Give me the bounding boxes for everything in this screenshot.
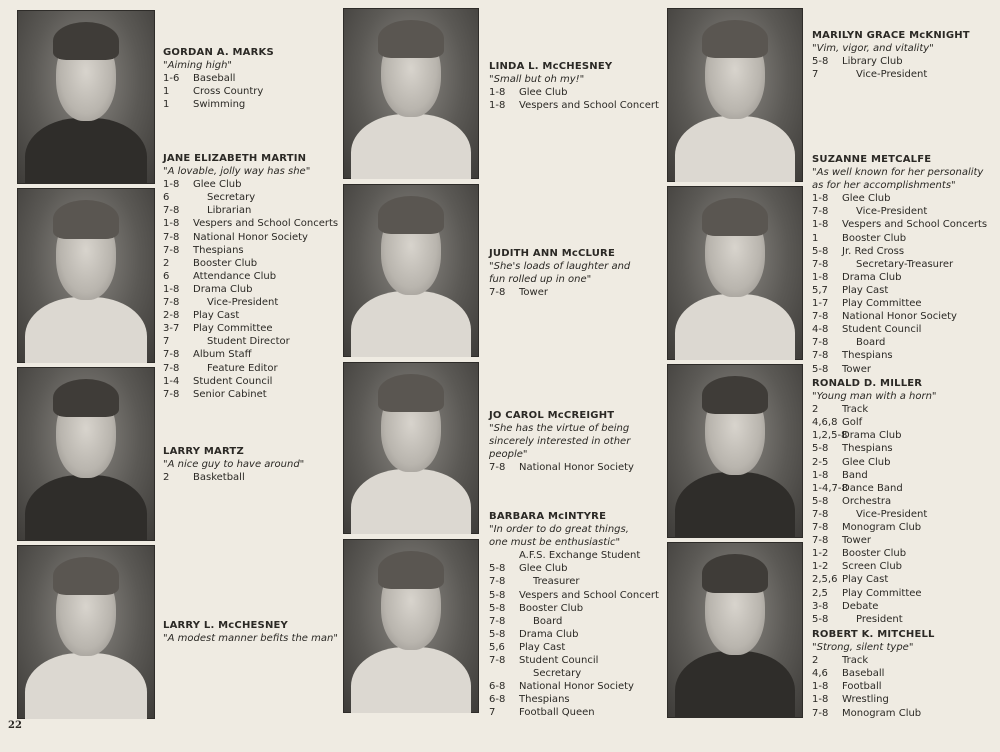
photo-marilyn (667, 8, 803, 182)
activity-title: Vespers and School Concert (519, 100, 659, 112)
activity-row (812, 429, 937, 442)
activity-row (812, 482, 937, 495)
activity-years: 7-8 (489, 655, 506, 667)
activity-row (163, 244, 338, 257)
photo-ronald (667, 364, 803, 538)
activity-title: Secretary (533, 668, 582, 680)
activity-title: Glee Club (193, 179, 242, 191)
activity-years: 7-8 (489, 287, 506, 299)
activity-title: Drama Club (193, 283, 253, 295)
activity-years: 1,2,5-8 (812, 430, 848, 442)
activity-title: Orchestra (842, 495, 892, 507)
activity-years: 1-8 (812, 219, 829, 231)
photo-judith (343, 184, 479, 357)
entry-marilyn (812, 29, 970, 81)
activity-row (812, 55, 970, 68)
activity-title: Debate (842, 600, 879, 612)
entry-larry-mcchesney (163, 619, 338, 645)
activity-row (812, 403, 937, 416)
activity-row (163, 388, 338, 401)
activity-row (489, 562, 659, 575)
student-quote: "A modest manner befits the man" (163, 633, 338, 645)
student-quote: "Small but oh my!" (489, 74, 585, 86)
activity-row (489, 615, 659, 628)
activity-row (163, 348, 338, 361)
activity-title: Track (842, 404, 869, 416)
activity-title: Treasurer (533, 576, 580, 588)
activity-row (163, 204, 338, 217)
activity-title: Student Council (519, 655, 599, 667)
activity-title: Monogram Club (842, 707, 922, 719)
activity-row (489, 628, 659, 641)
activity-years: 7-8 (812, 350, 829, 362)
student-name: LARRY L. McCHESNEY (163, 620, 289, 631)
activity-row (812, 442, 937, 455)
activity-title: Play Cast (519, 641, 566, 653)
activity-row (489, 589, 659, 602)
page-number: 22 (8, 720, 22, 731)
activity-row (812, 68, 970, 81)
student-quote: "Aiming high" (163, 60, 233, 72)
activity-title: Thespians (193, 244, 244, 256)
photo-jane (17, 188, 155, 363)
entry-jo-carol (489, 409, 634, 474)
activity-title: National Honor Society (842, 311, 957, 323)
activity-row (812, 284, 987, 297)
activity-years: 2 (163, 257, 170, 269)
activity-years: 5-8 (489, 628, 506, 640)
activity-years: 5-8 (812, 56, 829, 68)
activity-years: 6 (163, 270, 170, 282)
photo-jo-carol (343, 362, 479, 534)
activity-years: 1-8 (812, 694, 829, 706)
activity-years: 7 (163, 336, 170, 348)
activity-row (163, 362, 338, 375)
activity-years: 1-8 (812, 469, 829, 481)
entry-linda (489, 60, 659, 112)
activity-title: Cross Country (193, 86, 264, 98)
activity-title: Football Queen (519, 707, 595, 719)
activity-years: 5-8 (489, 563, 506, 575)
activity-title: Board (533, 615, 563, 627)
activity-years: 1 (163, 86, 170, 98)
student-quote: fun rolled up in one" (489, 274, 592, 286)
activity-row (812, 297, 987, 310)
photo-larry-martz (17, 367, 155, 541)
activity-years: 5-8 (812, 245, 829, 257)
activity-row (812, 232, 987, 245)
activity-row (812, 271, 987, 284)
activity-row (163, 270, 338, 283)
activity-title: Play Cast (842, 574, 889, 586)
activity-row (812, 495, 937, 508)
activity-row (489, 549, 659, 562)
activity-title: Thespians (519, 694, 570, 706)
activity-years: 5-8 (812, 443, 829, 455)
activity-years: 7-8 (812, 707, 829, 719)
activity-years: 1 (812, 232, 819, 244)
activity-years: 7-8 (163, 244, 180, 256)
activity-row (489, 602, 659, 615)
activity-years: 7-8 (163, 231, 180, 243)
activity-title: Glee Club (519, 87, 568, 99)
activity-years: 5-8 (812, 495, 829, 507)
entry-larry-martz (163, 445, 304, 484)
activity-title: Glee Club (842, 456, 891, 468)
student-name: SUZANNE METCALFE (812, 154, 932, 165)
activity-years: 4-8 (812, 324, 829, 336)
activity-years: 1-8 (489, 100, 506, 112)
activity-years: 7-8 (812, 206, 829, 218)
activity-years: 7-8 (489, 462, 506, 474)
student-quote: "A nice guy to have around" (163, 459, 305, 471)
activity-years: 7-8 (812, 522, 829, 534)
activity-title: Booster Club (842, 232, 907, 244)
activity-years: 7-8 (163, 349, 180, 361)
activity-title: Vespers and School Concert (519, 589, 659, 601)
activity-years: 1-8 (812, 681, 829, 693)
activity-title: Baseball (193, 73, 236, 85)
student-name: RONALD D. MILLER (812, 378, 923, 389)
activity-title: Dance Band (842, 482, 903, 494)
student-name: JUDITH ANN McCLURE (489, 248, 615, 259)
activity-row (812, 587, 937, 600)
activity-years: 4,6 (812, 668, 828, 680)
photo-robert (667, 542, 803, 718)
activity-title: Board (856, 337, 886, 349)
activity-years: 1-8 (489, 87, 506, 99)
photo-gordan (17, 10, 155, 184)
activity-row (163, 335, 338, 348)
activity-title: National Honor Society (519, 681, 634, 693)
activity-years: 1-2 (812, 548, 829, 560)
activity-title: Glee Club (519, 563, 568, 575)
activity-row (812, 560, 937, 573)
activity-title: Senior Cabinet (193, 388, 267, 400)
activity-title: Wrestling (842, 694, 889, 706)
activity-years: 5,6 (489, 641, 505, 653)
activity-title: Vice-President (207, 297, 279, 309)
activity-years: 1-8 (163, 218, 180, 230)
activity-title: Feature Editor (207, 362, 278, 374)
activity-row (489, 99, 659, 112)
activity-row (812, 508, 937, 521)
activity-row (812, 416, 937, 429)
activity-row (163, 375, 338, 388)
activity-row (812, 218, 987, 231)
activity-title: Golf (842, 417, 863, 429)
student-quote: people" (489, 449, 528, 461)
student-quote: "Young man with a horn" (812, 391, 937, 403)
activity-title: Thespians (842, 443, 893, 455)
activity-years: 7 (812, 69, 819, 81)
activity-years (489, 549, 519, 562)
activity-years: 6-8 (489, 694, 506, 706)
photo-linda (343, 8, 479, 179)
student-quote: "As well known for her personality (812, 167, 984, 179)
activity-years: 7-8 (812, 508, 829, 520)
activity-title: Track (842, 655, 869, 667)
activity-years: 7-8 (163, 205, 180, 217)
activity-years: 4,6,8 (812, 417, 838, 429)
activity-title: Library Club (842, 56, 903, 68)
activity-row (812, 349, 987, 362)
activity-title: A.F.S. Exchange Student (519, 550, 641, 562)
activity-title: Booster Club (193, 257, 258, 269)
activity-row (163, 257, 338, 270)
activity-title: Vespers and School Concerts (842, 219, 988, 231)
student-quote: "A lovable, jolly way has she" (163, 166, 311, 178)
activity-title: Vice-President (856, 69, 928, 81)
activity-title: Band (842, 469, 868, 481)
activity-title: Football (842, 681, 882, 693)
activity-row (812, 456, 937, 469)
activity-years: 2,5,6 (812, 574, 838, 586)
student-quote: one must be enthusiastic" (489, 537, 621, 549)
activity-row (163, 231, 338, 244)
activity-title: National Honor Society (519, 462, 634, 474)
entry-suzanne (812, 153, 987, 376)
activity-title: Student Council (842, 324, 922, 336)
activity-title: Attendance Club (193, 270, 277, 282)
activity-row (812, 363, 987, 376)
activity-title: Librarian (207, 205, 252, 217)
activity-years: 2-8 (163, 310, 180, 322)
activity-years: 2,5 (812, 587, 828, 599)
activity-title: National Honor Society (193, 231, 308, 243)
entry-robert (812, 628, 935, 720)
activity-years: 6 (163, 192, 170, 204)
activity-years: 1-4,7-8 (812, 482, 848, 494)
activity-title: Play Cast (193, 310, 240, 322)
activity-row (812, 613, 937, 626)
activity-years: 1-8 (812, 271, 829, 283)
activity-title: Baseball (842, 668, 885, 680)
activity-title: Jr. Red Cross (842, 245, 905, 257)
activity-years: 1-8 (163, 179, 180, 191)
student-name: BARBARA McINTYRE (489, 511, 607, 522)
student-name: JANE ELIZABETH MARTIN (163, 153, 307, 164)
activity-title: Student Council (193, 375, 273, 387)
activity-years: 3-8 (812, 600, 829, 612)
activity-title: Secretary (207, 192, 256, 204)
activity-row (812, 469, 937, 482)
activity-row (812, 667, 935, 680)
activity-years: 7-8 (163, 297, 180, 309)
activity-years: 7-8 (812, 258, 829, 270)
entry-jane (163, 152, 338, 401)
activity-row (163, 322, 338, 335)
activity-row (812, 707, 935, 720)
activity-years: 1-4 (163, 375, 180, 387)
student-name: MARILYN GRACE McKNIGHT (812, 30, 970, 41)
activity-years: 5-8 (489, 589, 506, 601)
activity-title: Drama Club (842, 430, 902, 442)
activity-row (812, 245, 987, 258)
student-quote: "In order to do great things, (489, 524, 629, 536)
activity-row (489, 654, 659, 667)
student-name: JO CAROL McCREIGHT (489, 410, 615, 421)
activity-title: Tower (842, 363, 871, 375)
activity-years: 7-8 (489, 615, 506, 627)
photo-barbara (343, 539, 479, 713)
activity-row (489, 575, 659, 588)
activity-title: Album Staff (193, 349, 252, 361)
activity-row (812, 693, 935, 706)
activity-years: 5-8 (489, 602, 506, 614)
entry-barbara (489, 510, 659, 720)
activity-row (489, 706, 659, 719)
activity-row (163, 296, 338, 309)
photo-suzanne (667, 186, 803, 360)
activity-row (812, 573, 937, 586)
activity-row (489, 461, 634, 474)
activity-row (812, 534, 937, 547)
activity-row (163, 217, 338, 230)
activity-title: Drama Club (519, 628, 579, 640)
activity-title: Play Committee (193, 323, 273, 335)
activity-row (163, 178, 338, 191)
activity-years: 2-5 (812, 456, 829, 468)
activity-row (163, 283, 338, 296)
activity-title: Drama Club (842, 271, 902, 283)
activity-years: 2 (163, 472, 170, 484)
student-name: ROBERT K. MITCHELL (812, 629, 935, 640)
student-name: LARRY MARTZ (163, 446, 244, 457)
activity-years: 1-7 (812, 298, 829, 310)
activity-row (812, 192, 987, 205)
activity-title: Glee Club (842, 193, 891, 205)
activity-title: Vice-President (856, 206, 928, 218)
activity-title: Tower (842, 535, 871, 547)
activity-title: Swimming (193, 99, 246, 111)
entry-judith (489, 247, 630, 299)
activity-years: 2 (812, 655, 819, 667)
student-quote: as for her accomplishments" (812, 180, 956, 192)
activity-years: 7-8 (163, 362, 180, 374)
activity-row (489, 680, 659, 693)
activity-years: 7-8 (812, 337, 829, 349)
activity-title: Thespians (842, 350, 893, 362)
activity-row (163, 309, 338, 322)
student-quote: "She's loads of laughter and (489, 261, 631, 273)
activity-years: 3-7 (163, 323, 180, 335)
activity-years: 5-8 (812, 363, 829, 375)
activity-row (812, 547, 937, 560)
activity-row (812, 680, 935, 693)
activity-row (489, 667, 659, 680)
activity-title: Booster Club (519, 602, 584, 614)
student-quote: "Vim, vigor, and vitality" (812, 43, 934, 55)
activity-row (163, 191, 338, 204)
activity-row (812, 205, 987, 218)
activity-row (812, 521, 937, 534)
activity-years: 2 (812, 404, 819, 416)
activity-row (163, 471, 304, 484)
student-quote: sincerely interested in other (489, 436, 631, 448)
activity-title: Play Cast (842, 284, 889, 296)
activity-years: 7-8 (163, 388, 180, 400)
activity-title: Student Director (207, 336, 290, 348)
activity-row (812, 654, 935, 667)
activity-row (163, 72, 274, 85)
activity-title: Vice-President (856, 508, 928, 520)
activity-row (812, 336, 987, 349)
activity-years: 5-8 (812, 613, 829, 625)
activity-years: 1 (163, 99, 170, 111)
activity-title: Vespers and School Concerts (193, 218, 339, 230)
activity-years: 7-8 (812, 311, 829, 323)
photo-larry-mcchesney (17, 545, 155, 719)
activity-years: 1-8 (812, 193, 829, 205)
activity-years: 7-8 (489, 576, 506, 588)
student-quote: "Strong, silent type" (812, 642, 914, 654)
activity-title: Basketball (193, 472, 245, 484)
activity-row (489, 641, 659, 654)
activity-row (812, 600, 937, 613)
activity-row (163, 85, 274, 98)
activity-years: 6-8 (489, 681, 506, 693)
activity-years: 7-8 (812, 535, 829, 547)
activity-title: Secretary-Treasurer (856, 258, 954, 270)
activity-row (812, 258, 987, 271)
activity-row (812, 323, 987, 336)
entry-ronald (812, 377, 937, 626)
activity-title: President (856, 613, 903, 625)
activity-years (489, 667, 519, 680)
activity-title: Booster Club (842, 548, 907, 560)
activity-row (489, 86, 659, 99)
activity-title: Screen Club (842, 561, 903, 573)
activity-years: 1-2 (812, 561, 829, 573)
student-name: LINDA L. McCHESNEY (489, 61, 613, 72)
activity-title: Play Committee (842, 298, 922, 310)
activity-years: 1-8 (163, 283, 180, 295)
activity-title: Monogram Club (842, 522, 922, 534)
activity-row (489, 693, 659, 706)
student-name: GORDAN A. MARKS (163, 47, 274, 58)
activity-years: 5,7 (812, 284, 828, 296)
activity-row (163, 98, 274, 111)
activity-title: Tower (519, 287, 548, 299)
activity-row (812, 310, 987, 323)
activity-title: Play Committee (842, 587, 922, 599)
student-quote: "She has the virtue of being (489, 423, 630, 435)
activity-years: 7 (489, 707, 496, 719)
activity-years: 1-6 (163, 73, 180, 85)
activity-row (489, 286, 630, 299)
entry-gordan (163, 46, 274, 111)
